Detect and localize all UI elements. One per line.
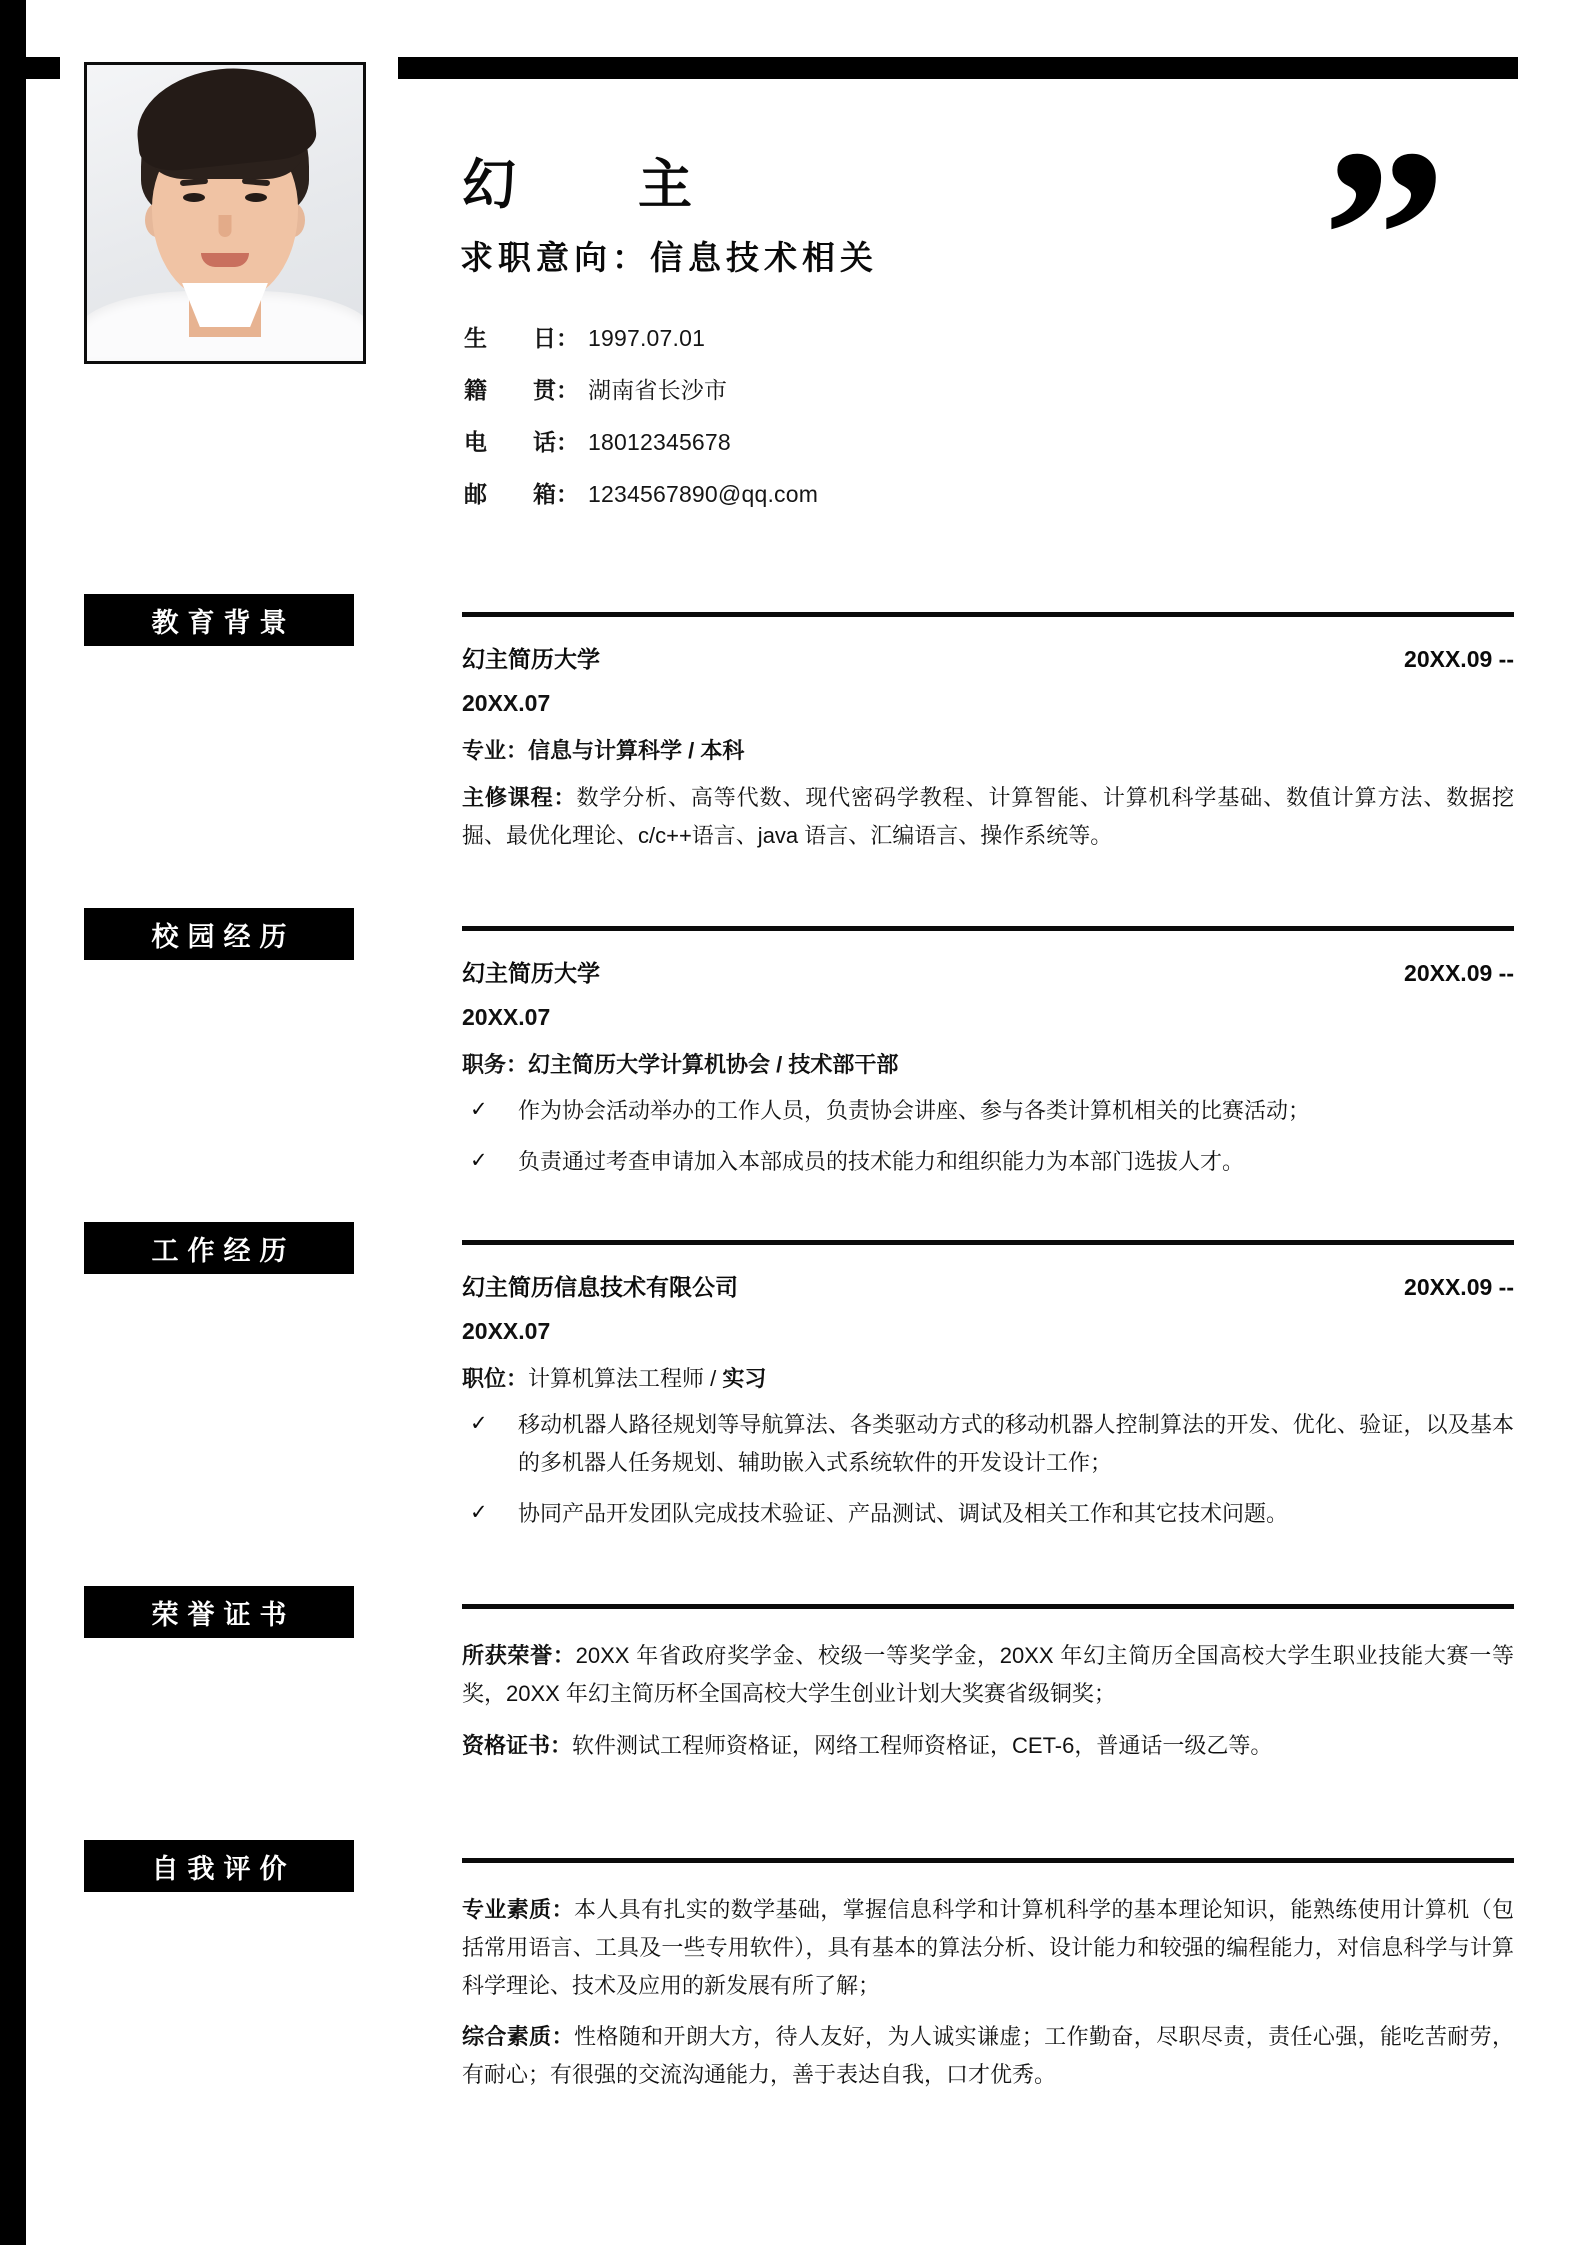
- profile-photo: [84, 62, 366, 364]
- checkmark-icon: ✓: [470, 1148, 488, 1172]
- self-professional-line: [462, 1891, 1514, 2004]
- quotation-mark-icon: ”: [1322, 98, 1443, 375]
- self-general-line: [462, 2018, 1514, 2094]
- contact-colon-birthday: ：: [556, 325, 579, 351]
- self-general-label: 综合素质：: [462, 2024, 574, 2050]
- self-professional-value: 本人具有扎实的数学基础，掌握信息科学和计算机科学的基本理论知识，能熟练使用计算机（包括常用语言、工具及一些专用软件），具有基本的算法分析、设计能力和较强的编程能力，对信息科学与计算科学理论、技术及应用的新发展有所了解；: [462, 1897, 1514, 1998]
- checkmark-icon: ✓: [470, 1500, 488, 1524]
- education-courses-line: [462, 779, 1514, 855]
- section-rule-campus: [462, 926, 1514, 931]
- contact-label-char-2: 贯: [533, 377, 556, 403]
- section-rule-self: [462, 1858, 1514, 1863]
- contact-label-char-2: 话: [533, 429, 556, 455]
- photo-nose: [219, 215, 232, 237]
- campus-role-label: 职务：: [462, 1052, 529, 1077]
- contact-label-phone: [464, 424, 556, 457]
- education-major-value: 信息与计算科学 / 本科: [528, 738, 745, 763]
- education-date-end: 20XX.07: [462, 690, 551, 716]
- work-bullet-1-text: 移动机器人路径规划等导航算法、各类驱动方式的移动机器人控制算法的开发、优化、验证，以及基本的多机器人任务规划、辅助嵌入式系统软件的开发设计工作；: [518, 1412, 1514, 1475]
- work-position-type: 实习: [722, 1366, 767, 1391]
- work-heading: [462, 1269, 1514, 1302]
- contact-row-phone: [464, 424, 1284, 457]
- left-white-gap: [26, 0, 42, 2245]
- work-bullet-1: [462, 1406, 1514, 1482]
- section-rule-education: [462, 612, 1514, 617]
- contact-value-phone: 18012345678: [588, 429, 731, 455]
- contact-row-email: [464, 476, 1284, 509]
- sidebar-tab-campus[interactable]: 校园经历: [84, 908, 354, 960]
- section-education: [462, 612, 1514, 855]
- section-work: [462, 1240, 1514, 1532]
- campus-bullet-1-text: 作为协会活动举办的工作人员，负责协会讲座、参与各类计算机相关的比赛活动；: [518, 1098, 1311, 1123]
- contact-colon-email: ：: [556, 481, 579, 507]
- photo-eye-right: [245, 193, 267, 202]
- contact-row-birthday: [464, 320, 1284, 353]
- self-professional-label: 专业素质：: [462, 1897, 574, 1922]
- education-courses-label: 主修课程：: [462, 785, 577, 810]
- campus-heading: [462, 955, 1514, 988]
- certificates-value: 软件测试工程师资格证，网络工程师资格证，CET-6，普通话一级乙等。: [572, 1732, 1273, 1758]
- work-position-line: [462, 1362, 1514, 1393]
- top-bar-left-stub: [0, 57, 60, 79]
- section-campus: [462, 926, 1514, 1181]
- contact-label-char-1: 生: [464, 325, 487, 351]
- campus-role-line: [462, 1048, 1514, 1079]
- profile-photo-image: [87, 65, 363, 361]
- campus-bullet-2: [462, 1143, 1514, 1181]
- campus-date-end: 20XX.07: [462, 1004, 551, 1030]
- photo-mouth: [201, 253, 249, 267]
- campus-org: 幻主简历大学: [462, 960, 600, 986]
- honors-value: 20XX 年省政府奖学金、校级一等奖学金，20XX 年幻主简历全国高校大学生职业技能大赛一等奖，20XX 年幻主简历杯全国高校大学生创业计划大奖赛省级铜奖；: [462, 1643, 1514, 1706]
- contact-value-hometown: 湖南省长沙市: [588, 377, 728, 403]
- candidate-name: 幻 主: [462, 155, 726, 215]
- contact-list: [464, 320, 1284, 528]
- photo-eye-left: [183, 193, 205, 202]
- contact-colon-phone: ：: [556, 429, 579, 455]
- section-self-evaluation: [462, 1858, 1514, 2094]
- campus-role-value: 幻主简历大学计算机协会 / 技术部干部: [528, 1052, 899, 1077]
- sidebar-tab-self[interactable]: 自我评价: [84, 1840, 354, 1892]
- left-black-border: [0, 0, 26, 2245]
- education-major-label: 专业：: [462, 738, 529, 763]
- work-date-end: 20XX.07: [462, 1318, 551, 1344]
- contact-label-char-1: 籍: [464, 377, 487, 403]
- sidebar-tab-honors[interactable]: 荣誉证书: [84, 1586, 354, 1638]
- contact-label-hometown: [464, 372, 556, 405]
- contact-row-hometown: [464, 372, 1284, 405]
- work-bullet-2-text: 协同产品开发团队完成技术验证、产品测试、调试及相关工作和其它技术问题。: [518, 1500, 1289, 1526]
- contact-label-birthday: [464, 320, 556, 353]
- sidebar-tab-work[interactable]: 工作经历: [84, 1222, 354, 1274]
- contact-value-email: 1234567890@qq.com: [588, 481, 819, 507]
- contact-label-email: [464, 476, 556, 509]
- contact-value-birthday: 1997.07.01: [588, 325, 706, 351]
- contact-colon-hometown: ：: [556, 377, 579, 403]
- section-rule-work: [462, 1240, 1514, 1245]
- work-bullet-2: [462, 1495, 1514, 1533]
- work-date-start: 20XX.09 --: [1404, 1274, 1514, 1300]
- honors-label: 所获荣誉：: [462, 1643, 576, 1668]
- campus-bullet-2-text: 负责通过考查申请加入本部成员的技术能力和组织能力为本部门选拔人才。: [518, 1148, 1245, 1174]
- work-company: 幻主简历信息技术有限公司: [462, 1274, 738, 1300]
- checkmark-icon: ✓: [470, 1098, 488, 1121]
- contact-label-char-2: 箱: [533, 481, 556, 507]
- contact-label-char-1: 邮: [464, 481, 487, 507]
- education-courses-value: 数学分析、高等代数、现代密码学教程、计算智能、计算机科学基础、数值计算方法、数据挖掘、最优化理论、c/c++语言、java 语言、汇编语言、操作系统等。: [462, 785, 1514, 848]
- campus-bullet-1: [462, 1092, 1514, 1130]
- education-school: 幻主简历大学: [462, 646, 600, 672]
- section-honors: [462, 1604, 1514, 1764]
- certificates-line: [462, 1727, 1514, 1765]
- honors-line: [462, 1637, 1514, 1713]
- job-objective: 求职意向：信息技术相关: [460, 241, 878, 277]
- contact-label-char-2: 日: [533, 325, 556, 351]
- education-heading: [462, 641, 1514, 674]
- self-general-value: 性格随和开朗大方，待人友好，为人诚实谦虚；工作勤奋，尽职尽责，责任心强，能吃苦耐劳，有耐心；有很强的交流沟通能力，善于表达自我，口才优秀。: [462, 2024, 1514, 2088]
- campus-date-start: 20XX.09 --: [1404, 960, 1514, 986]
- work-position-value: 计算机算法工程师 /: [528, 1366, 723, 1391]
- work-position-label: 职位：: [462, 1366, 529, 1391]
- contact-label-char-1: 电: [464, 429, 487, 455]
- certificates-label: 资格证书：: [462, 1732, 573, 1758]
- checkmark-icon: ✓: [470, 1412, 488, 1435]
- top-black-bar: [398, 57, 1518, 79]
- section-rule-honors: [462, 1604, 1514, 1609]
- education-major-line: [462, 734, 1514, 765]
- sidebar-tab-education[interactable]: 教育背景: [84, 594, 354, 646]
- education-date-start: 20XX.09 --: [1404, 646, 1514, 672]
